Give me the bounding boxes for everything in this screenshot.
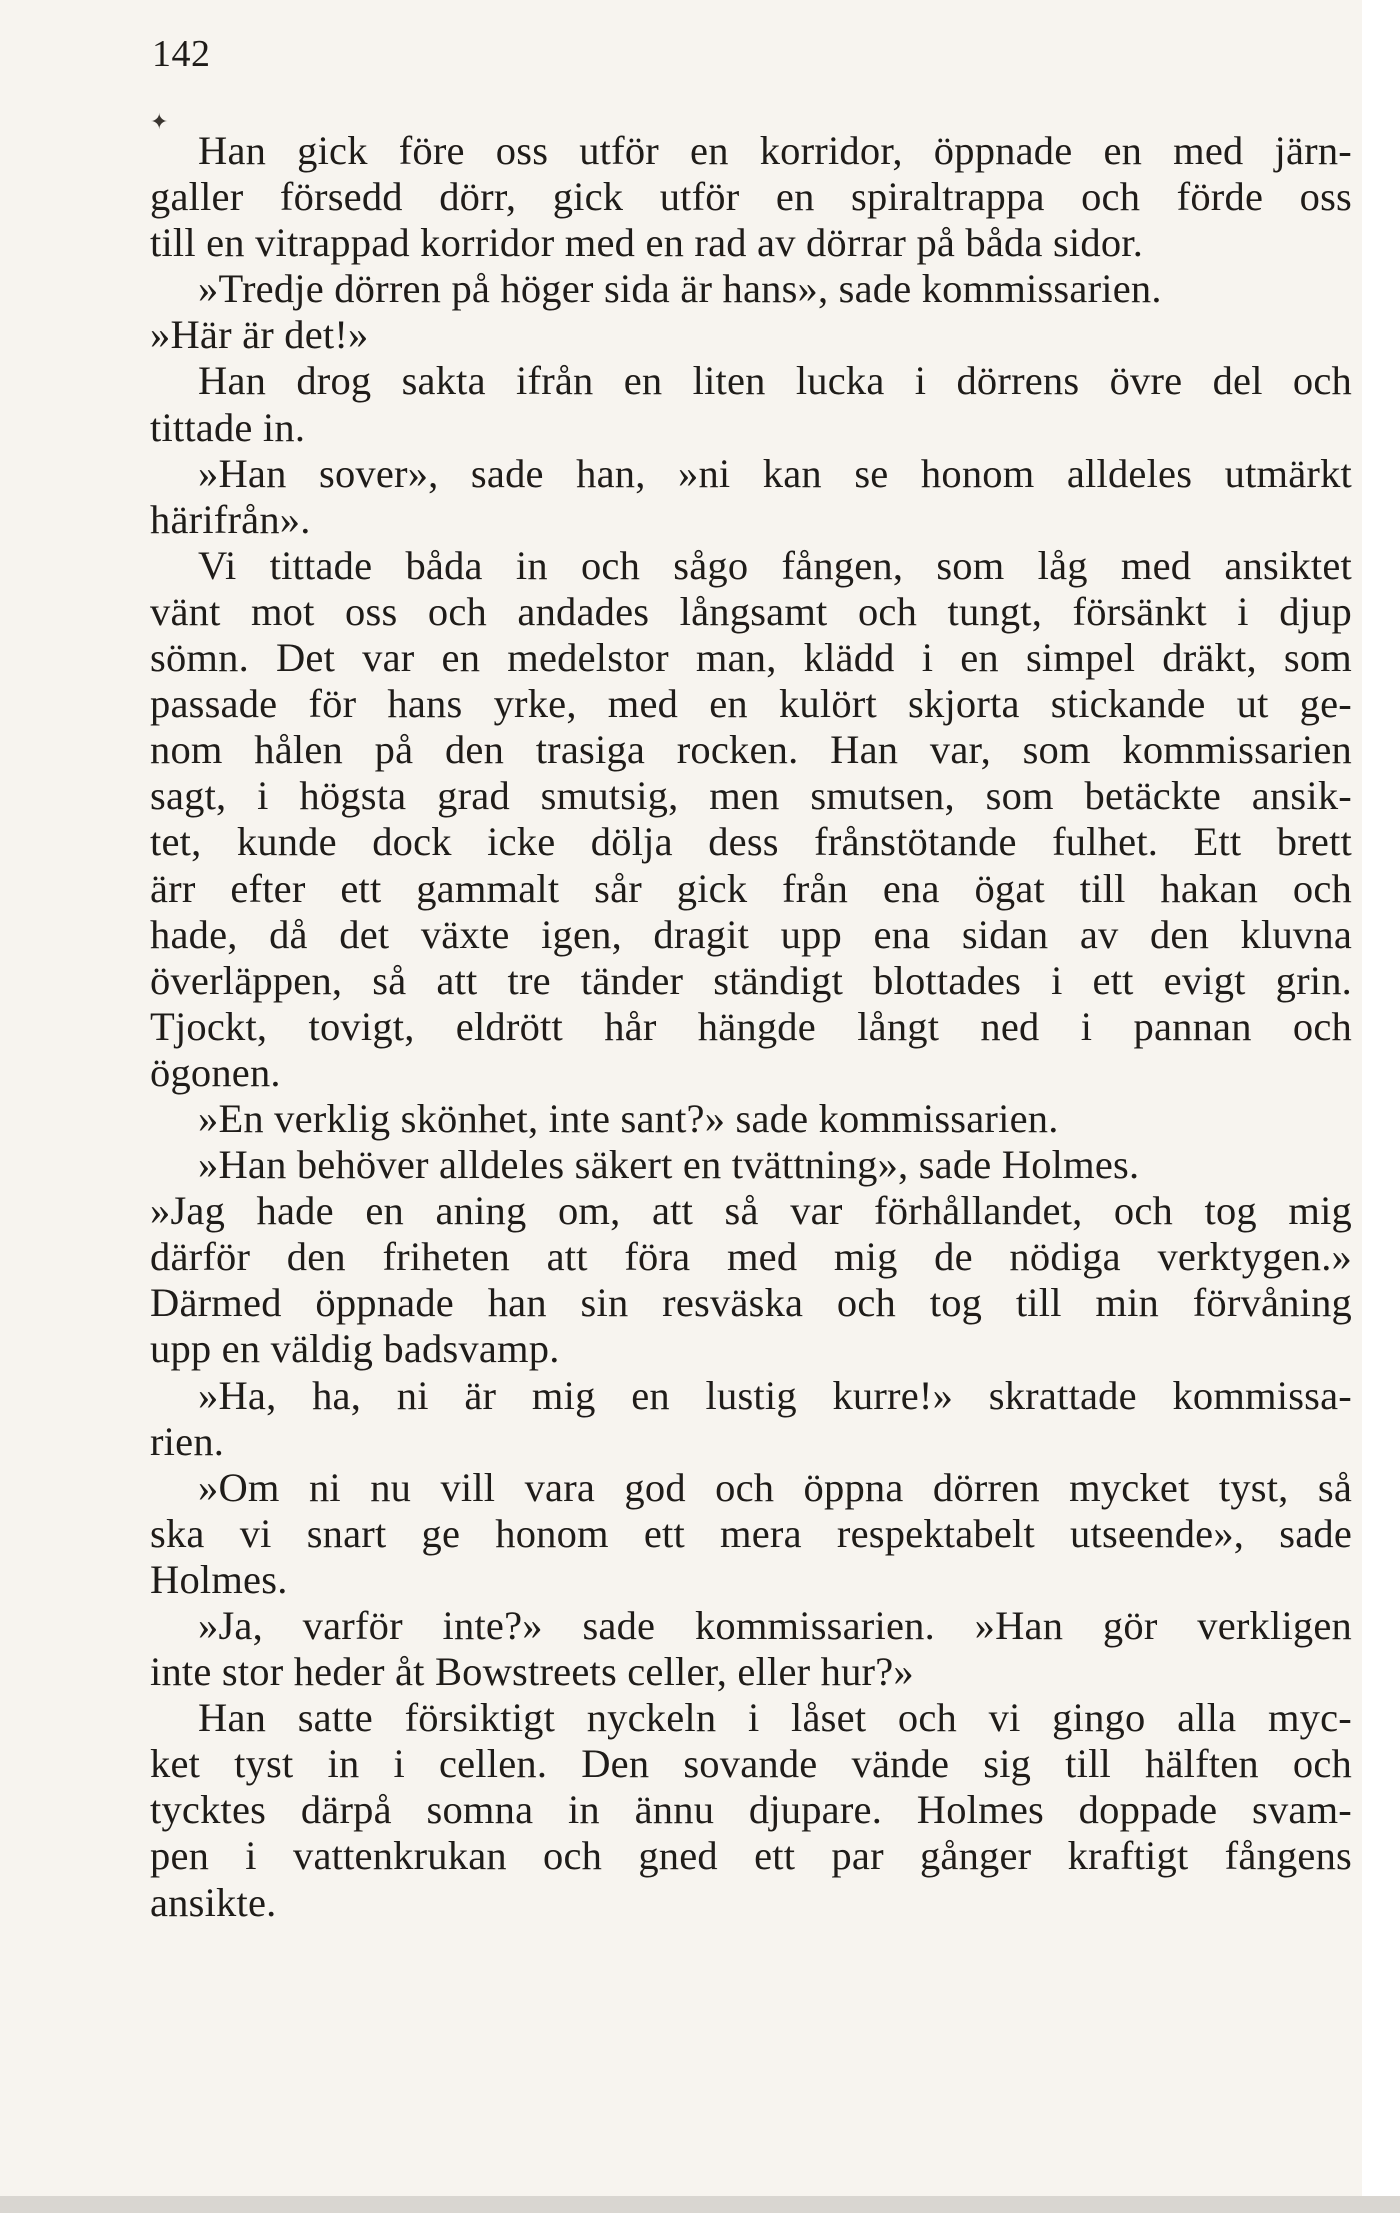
text-line: sömn. Det var en medelstor man, klädd i en simpel dräkt, som — [150, 635, 1352, 681]
text-line: »Om ni nu vill vara god och öppna dörren mycket tyst, så — [198, 1464, 1352, 1510]
body-text — [150, 128, 1352, 1926]
text-line: upp en väldig badsvamp. — [150, 1326, 560, 1372]
text-line: hade, då det växte igen, dragit upp ena sidan av den kluvna — [150, 911, 1352, 957]
text-line: Vi tittade båda in och sågo fången, som låg med ansiktet — [198, 542, 1352, 588]
text-line: »Han sover», sade han, »ni kan se honom alldeles utmärkt — [198, 450, 1352, 496]
text-line: Tjockt, tovigt, eldrött hår hängde långt ned i pannan och — [150, 1003, 1352, 1049]
text-line: ket tyst in i cellen. Den sovande vände sig till hälften och — [150, 1741, 1352, 1787]
text-line: ögonen. — [150, 1049, 281, 1095]
text-line: inte stor heder åt Bowstreets celler, eller hur?» — [150, 1649, 914, 1695]
text-line: Holmes. — [150, 1556, 288, 1602]
text-line: ärr efter ett gammalt sår gick från ena ögat till hakan och — [150, 865, 1352, 911]
text-line: pen i vattenkrukan och gned ett par gånger kraftigt fångens — [150, 1833, 1352, 1879]
text-line: tet, kunde dock icke dölja dess frånstötande fulhet. Ett brett — [150, 819, 1352, 865]
text-line: till en vitrappad korridor med en rad av dörrar på båda sidor. — [150, 220, 1144, 266]
text-line: Han drog sakta ifrån en liten lucka i dörrens övre del och — [198, 358, 1352, 404]
text-line: »Jag hade en aning om, att så var förhållandet, och tog mig — [150, 1188, 1352, 1234]
text-line: rien. — [150, 1418, 225, 1464]
ink-smudge-icon: ✦ — [150, 109, 169, 134]
text-line: »Han behöver alldeles säkert en tvättning», sade Holmes. — [198, 1142, 1140, 1188]
text-line: nom hålen på den trasiga rocken. Han var, som kommissarien — [150, 727, 1352, 773]
text-line: »Ha, ha, ni är mig en lustig kurre!» skrattade kommissa- — [198, 1372, 1352, 1418]
text-line: Han satte försiktigt nyckeln i låset och vi gingo alla myc- — [198, 1695, 1352, 1741]
text-line: ska vi snart ge honom ett mera respektabelt utseende», sade — [150, 1510, 1352, 1556]
text-line: galler försedd dörr, gick utför en spiraltrappa och förde oss — [150, 174, 1352, 220]
text-line: tittade in. — [150, 404, 306, 450]
scan-margin-right — [1362, 0, 1400, 2213]
text-line: sagt, i högsta grad smutsig, men smutsen, som betäckte ansik- — [150, 773, 1352, 819]
text-line: härifrån». — [150, 496, 311, 542]
text-line: Han gick före oss utför en korridor, öppnade en med järn- — [198, 128, 1352, 173]
text-line: »En verklig skönhet, inte sant?» sade kommissarien. — [198, 1095, 1059, 1141]
text-line: ansikte. — [150, 1879, 277, 1925]
page-number: 142 — [152, 33, 211, 75]
text-line: »Tredje dörren på höger sida är hans», sade kommissarien. — [198, 266, 1162, 312]
text-line: passade för hans yrke, med en kulört skjorta stickande ut ge- — [150, 681, 1352, 727]
text-line: »Ja, varför inte?» sade kommissarien. »Han gör verkligen — [198, 1603, 1352, 1648]
text-line: därför den friheten att föra med mig de nödiga verktygen.» — [150, 1234, 1352, 1280]
text-line: vänt mot oss och andades långsamt och tungt, försänkt i djup — [150, 588, 1352, 634]
text-line: »Här är det!» — [150, 312, 369, 358]
scan-edge-bottom — [0, 2196, 1400, 2213]
text-line: överläppen, så att tre tänder ständigt blottades i ett evigt grin. — [150, 957, 1352, 1003]
text-line: tycktes därpå somna in ännu djupare. Holmes doppade svam- — [150, 1787, 1352, 1833]
text-line: Därmed öppnade han sin resväska och tog till min förvåning — [150, 1280, 1352, 1326]
